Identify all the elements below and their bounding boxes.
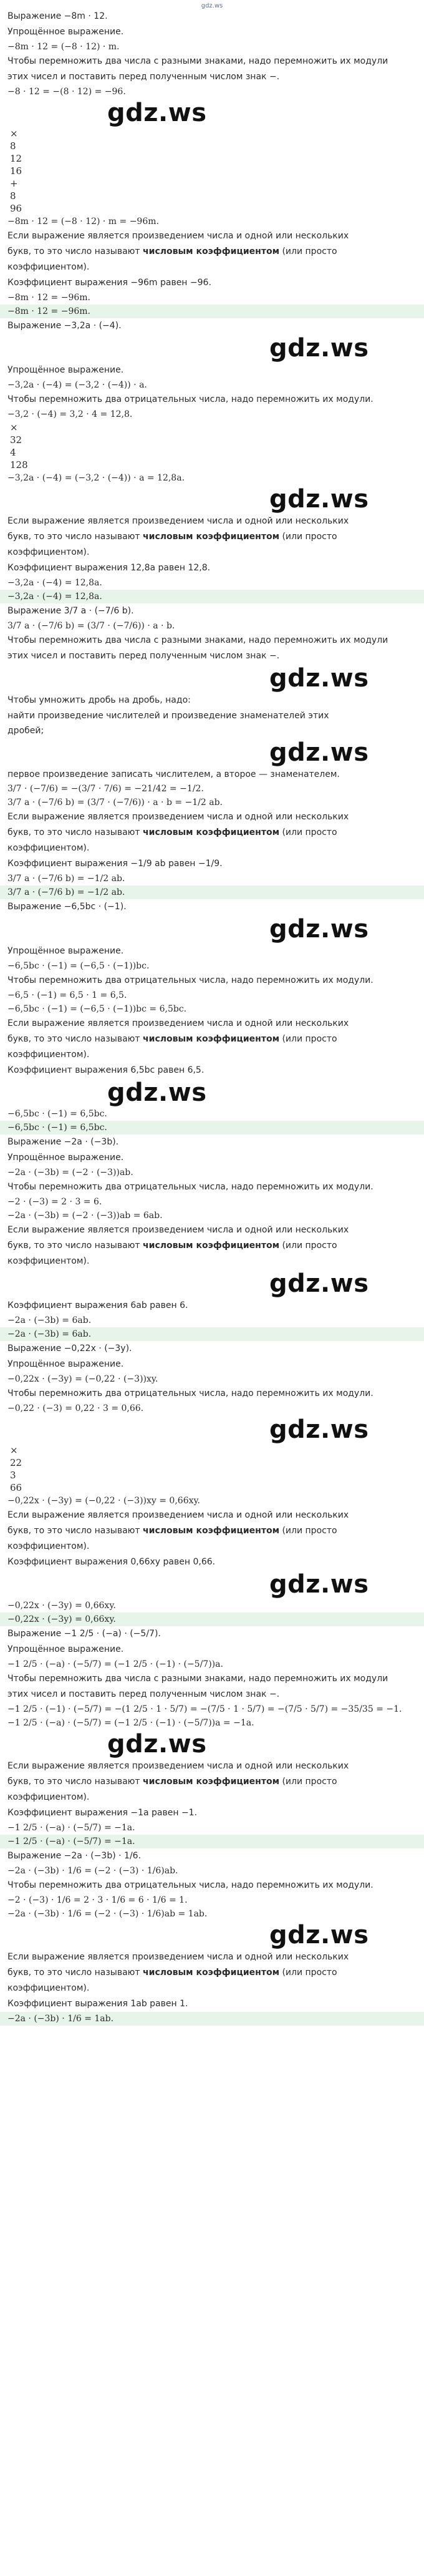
- calc-cell: 22: [10, 1457, 22, 1468]
- watermark-row: [7, 915, 417, 944]
- text-fragment: (или просто: [279, 532, 337, 542]
- calc-cell: 8: [10, 140, 16, 152]
- column-calculation: [7, 1444, 417, 1494]
- text-line: Коэффициент выражения −1a равен −1.: [7, 1808, 198, 1818]
- term-bold: числовым коэффициентом: [143, 1777, 280, 1787]
- text-line: коэффициентом).: [7, 1541, 90, 1551]
- text-line: Выражение −2a · (−3b).: [7, 1137, 119, 1147]
- watermark-row: [7, 1921, 417, 1949]
- calc-cell: 96: [10, 203, 22, 214]
- calc-row: [10, 421, 417, 434]
- text-fragment: (или просто: [279, 1526, 337, 1536]
- text-fragment: букв, то это число называют: [7, 1777, 143, 1787]
- calc-row: [10, 1456, 417, 1469]
- term-bold: числовым коэффициентом: [143, 1241, 280, 1251]
- text-line: коэффициентом).: [7, 262, 90, 272]
- text-line: Упрощённое выражение.: [7, 946, 124, 956]
- watermark-row: [7, 738, 417, 767]
- watermark-logo: gdz.ws: [269, 915, 369, 944]
- math-line: −3,2 · (−4) = 3,2 · 4 = 12,8.: [7, 409, 133, 419]
- calc-row: [10, 1481, 417, 1494]
- text-line: Коэффициент выражения 0,66xy равен 0,66.: [7, 1557, 216, 1567]
- text-line: Выражение −0,22x · (−3y).: [7, 1344, 132, 1354]
- calc-cell: 32: [10, 434, 22, 446]
- math-line: −3,2a · (−4) = (−3,2 · (−4)) · a = 12,8a.: [7, 473, 185, 483]
- column-calculation: [7, 127, 417, 215]
- math-line: −0,22x · (−3y) = 0,66xy.: [7, 1601, 116, 1611]
- site-name[interactable]: gdz.ws: [201, 2, 223, 9]
- text-line: Если выражение является произведением числа и одной или нескольких: [7, 1018, 349, 1028]
- list-item: [7, 708, 417, 738]
- math-line: 3/7 a · (−7/6 b) = (3/7 · (−7/6)) · a · b = −1/2 ab.: [7, 798, 223, 807]
- text-fragment: (или просто: [279, 246, 337, 256]
- text-line: Выражение −2a · (−3b) · 1/6.: [7, 1851, 142, 1861]
- text-fragment: букв, то это число называют: [7, 1034, 143, 1044]
- text-line: Упрощённое выражение.: [7, 1644, 124, 1654]
- answer-line: −3,2a · (−4) = 12,8a.: [0, 590, 424, 603]
- text-line: Коэффициент выражения −96m равен −96.: [7, 278, 211, 288]
- math-line: −6,5bc · (−1) = (−6,5 · (−1))bc.: [7, 961, 150, 971]
- math-line: −8m · 12 = (−8 · 12) · m.: [7, 42, 120, 52]
- text-line: Чтобы перемножить два отрицательных числа, надо перемножить их модули.: [7, 1880, 373, 1890]
- text-fragment: букв, то это число называют: [7, 246, 143, 256]
- math-line: −2 · (−3) = 2 · 3 = 6.: [7, 1197, 102, 1207]
- text-line: [7, 244, 417, 260]
- math-line: −2a · (−3b) = (−2 · (−3))ab.: [7, 1168, 133, 1178]
- calc-cell: 16: [10, 165, 22, 177]
- math-line: −6,5bc · (−1) = 6,5bc.: [7, 1109, 107, 1119]
- calc-row: [10, 152, 417, 165]
- text-line: этих чисел и поставить перед полученным числом знак −.: [7, 1689, 280, 1699]
- text-line: коэффициентом).: [7, 1256, 90, 1266]
- math-line: −2a · (−3b) · 1/6 = (−2 · (−3) · 1/6)ab.: [7, 1866, 178, 1876]
- watermark-logo: gdz.ws: [269, 1415, 369, 1444]
- text-fragment: букв, то это число называют: [7, 827, 143, 837]
- calc-cell: +: [10, 178, 18, 189]
- math-line: 3/7 · (−7/6) = −(3/7 · 7/6) = −21/42 = −1/2.: [7, 784, 204, 794]
- text-fragment: букв, то это число называют: [7, 1241, 143, 1251]
- answer-line: −6,5bc · (−1) = 6,5bc.: [0, 1121, 424, 1134]
- text-line: этих чисел и поставить перед полученным числом знак −.: [7, 651, 280, 661]
- answer-line: 3/7 a · (−7/6 b) = −1/2 ab.: [0, 886, 424, 899]
- watermark-row: [7, 99, 417, 127]
- watermark-row: [7, 334, 417, 363]
- math-line: −2a · (−3b) = (−2 · (−3))ab = 6ab.: [7, 1211, 163, 1221]
- math-line: −1 2/5 · (−a) · (−5/7) = (−1 2/5 · (−1) · (−5/7))a = −1a.: [7, 1718, 254, 1728]
- watermark-row: [7, 1078, 417, 1107]
- text-line: Выражение −6,5bc · (−1).: [7, 902, 127, 912]
- text-fragment: букв, то это число называют: [7, 1526, 143, 1536]
- text-line: Если выражение является произведением числа и одной или нескольких: [7, 1225, 349, 1235]
- calc-row: [10, 434, 417, 446]
- text-line: [7, 1774, 417, 1790]
- calc-row: [10, 1469, 417, 1481]
- text-line: Чтобы перемножить два отрицательных числа, надо перемножить их модули.: [7, 394, 373, 404]
- calc-cell: 3: [10, 1470, 16, 1481]
- text-line: коэффициентом).: [7, 547, 90, 557]
- text-fragment: (или просто: [279, 1968, 337, 1978]
- calc-row: [10, 446, 417, 459]
- text-fragment: (или просто: [279, 827, 337, 837]
- text-line: Если выражение является произведением числа и одной или нескольких: [7, 1510, 349, 1520]
- text-line: [7, 1032, 417, 1047]
- text-line: Чтобы перемножить два отрицательных числа, надо перемножить их модули.: [7, 1388, 373, 1398]
- text-line: Выражение −8m · 12.: [7, 11, 108, 21]
- answer-line: −8m · 12 = −96m.: [0, 305, 424, 318]
- calc-cell: 4: [10, 447, 16, 458]
- math-line: 3/7 a · (−7/6 b) = −1/2 ab.: [7, 874, 125, 884]
- calc-cell: ×: [10, 1445, 18, 1456]
- text-line: Выражение −3,2a · (−4).: [7, 321, 122, 331]
- watermark-logo: gdz.ws: [269, 738, 369, 767]
- math-line: −8m · 12 = (−8 · 12) · m = −96m.: [7, 217, 159, 227]
- text-line: Коэффициент выражения 1ab равен 1.: [7, 1999, 188, 2009]
- calc-row: [10, 140, 417, 152]
- watermark-row: [7, 664, 417, 693]
- answer-line: −2a · (−3b) = 6ab.: [0, 1327, 424, 1341]
- calc-cell: ×: [10, 422, 18, 433]
- calc-cell: 8: [10, 190, 16, 202]
- text-line: Если выражение является произведением числа и одной или нескольких: [7, 1761, 349, 1771]
- text-line: Если выражение является произведением числа и одной или нескольких: [7, 516, 349, 526]
- answer-line: −1 2/5 · (−a) · (−5/7) = −1a.: [0, 1835, 424, 1848]
- text-line: коэффициентом).: [7, 1983, 90, 1993]
- calc-row: [10, 1444, 417, 1456]
- text-line: Выражение 3/7 a · (−7/6 b).: [7, 606, 134, 616]
- math-line: −3,2a · (−4) = 12,8a.: [7, 578, 102, 588]
- text-line: коэффициентом).: [7, 843, 90, 853]
- math-line: −8 · 12 = −(8 · 12) = −96.: [7, 87, 126, 97]
- term-bold: числовым коэффициентом: [143, 1526, 280, 1536]
- text-line: Упрощённое выражение.: [7, 365, 124, 375]
- text-fragment: (или просто: [279, 1034, 337, 1044]
- watermark-row: [7, 485, 417, 514]
- math-line: −6,5 · (−1) = 6,5 · 1 = 6,5.: [7, 990, 127, 1000]
- term-bold: числовым коэффициентом: [143, 246, 280, 256]
- math-line: −8m · 12 = −96m.: [7, 293, 90, 303]
- watermark-logo: gdz.ws: [269, 1921, 369, 1949]
- text-line: Чтобы перемножить два отрицательных числа, надо перемножить их модули.: [7, 1182, 373, 1192]
- text-line: коэффициентом).: [7, 1792, 90, 1802]
- text-line: Чтобы умножить дробь на дробь, надо:: [7, 695, 191, 705]
- calc-cell: 12: [10, 153, 22, 164]
- text-line: Чтобы перемножить два числа с разными знаками, надо перемножить их модули: [7, 635, 388, 645]
- answer-line: −2a · (−3b) · 1/6 = 1ab.: [0, 2012, 424, 2026]
- calc-row: [10, 459, 417, 471]
- math-line: −1 2/5 · (−1) · (−5/7) = −(1 2/5 · 1 · 5/7) = −(7/5 · 1 · 5/7) = −(7/5 · 5/7) = −35/35 = −1.: [7, 1704, 402, 1714]
- text-line: Коэффициент выражения 12,8a равен 12,8.: [7, 563, 211, 573]
- term-bold: числовым коэффициентом: [143, 1968, 280, 1978]
- calc-row: [10, 177, 417, 190]
- math-line: −3,2a · (−4) = (−3,2 · (−4)) · a.: [7, 380, 147, 390]
- text-line: Если выражение является произведением числа и одной или нескольких: [7, 812, 349, 822]
- math-line: 3/7 a · (−7/6 b) = (3/7 · (−7/6)) · a · b.: [7, 621, 175, 631]
- calc-row: [10, 127, 417, 140]
- column-calculation: [7, 421, 417, 471]
- text-line: [7, 1523, 417, 1539]
- watermark-logo: gdz.ws: [269, 1570, 369, 1599]
- math-line: −2a · (−3b) = 6ab.: [7, 1315, 92, 1325]
- text-line: Чтобы перемножить два отрицательных числа, надо перемножить их модули.: [7, 975, 373, 985]
- text-line: Если выражение является произведением числа и одной или нескольких: [7, 1952, 349, 1962]
- calc-cell: ×: [10, 128, 18, 139]
- math-line: −0,22x · (−3y) = (−0,22 · (−3))xy = 0,66xy.: [7, 1496, 200, 1506]
- text-line: Выражение −1 2/5 · (−a) · (−5/7).: [7, 1629, 161, 1639]
- math-line: −2 · (−3) · 1/6 = 2 · 3 · 1/6 = 6 · 1/6 = 1.: [7, 1895, 188, 1905]
- calc-row: [10, 165, 417, 177]
- text-line: [7, 1965, 417, 1981]
- text-line: [7, 1238, 417, 1254]
- text-line: Чтобы перемножить два числа с разными знаками, надо перемножить их модули: [7, 56, 388, 66]
- text-line: [7, 825, 417, 841]
- text-line: этих чисел и поставить перед полученным числом знак −.: [7, 72, 280, 82]
- text-line: Если выражение является произведением числа и одной или нескольких: [7, 231, 349, 241]
- watermark-logo: gdz.ws: [107, 1730, 207, 1759]
- math-line: −2a · (−3b) · 1/6 = (−2 · (−3) · 1/6)ab = 1ab.: [7, 1909, 208, 1919]
- calc-row: [10, 202, 417, 215]
- math-line: −1 2/5 · (−a) · (−5/7) = −1a.: [7, 1823, 135, 1833]
- watermark-logo: gdz.ws: [269, 1269, 369, 1298]
- text-line: Чтобы перемножить два числа с разными знаками, надо перемножить их модули: [7, 1674, 388, 1684]
- watermark-logo: gdz.ws: [107, 1078, 207, 1107]
- list-item-text: найти произведение числителей и произведение знаменателей этих: [7, 711, 329, 721]
- text-line: Коэффициент выражения 6ab равен 6.: [7, 1300, 188, 1310]
- site-header: [0, 0, 424, 9]
- text-line: Коэффициент выражения 6,5bc равен 6,5.: [7, 1065, 205, 1075]
- term-bold: числовым коэффициентом: [143, 827, 280, 837]
- calc-row: [10, 190, 417, 202]
- watermark-row: [7, 1415, 417, 1444]
- math-line: −1 2/5 · (−a) · (−5/7) = (−1 2/5 · (−1) · (−5/7))a.: [7, 1659, 223, 1669]
- text-line: коэффициентом).: [7, 1050, 90, 1060]
- text-fragment: букв, то это число называют: [7, 532, 143, 542]
- text-line: [7, 529, 417, 545]
- calc-cell: 66: [10, 1482, 22, 1493]
- list-item: первое произведение записать числителем, а второе — знаменателем.: [7, 769, 340, 779]
- text-fragment: (или просто: [279, 1777, 337, 1787]
- term-bold: числовым коэффициентом: [143, 532, 280, 542]
- watermark-logo: gdz.ws: [107, 99, 207, 127]
- text-line: Упрощённое выражение.: [7, 1359, 124, 1369]
- text-line: Коэффициент выражения −1/9 ab равен −1/9.: [7, 859, 223, 869]
- watermark-row: [7, 1730, 417, 1759]
- list-item-text: дробей;: [7, 726, 44, 736]
- watermark-logo: gdz.ws: [269, 334, 369, 363]
- math-line: −0,22x · (−3y) = (−0,22 · (−3))xy.: [7, 1374, 158, 1384]
- text-fragment: (или просто: [279, 1241, 337, 1251]
- answer-line: −0,22x · (−3y) = 0,66xy.: [0, 1612, 424, 1626]
- term-bold: числовым коэффициентом: [143, 1034, 280, 1044]
- text-line: Упрощённое выражение.: [7, 1153, 124, 1163]
- watermark-row: [7, 1570, 417, 1599]
- text-line: Упрощённое выражение.: [7, 27, 124, 37]
- math-line: −6,5bc · (−1) = (−6,5 · (−1))bc = 6,5bc.: [7, 1004, 187, 1014]
- watermark-logo: gdz.ws: [269, 485, 369, 514]
- text-fragment: букв, то это число называют: [7, 1968, 143, 1978]
- solution-content: [0, 9, 424, 2026]
- math-line: −0,22 · (−3) = 0,22 · 3 = 0,66.: [7, 1403, 144, 1413]
- watermark-row: [7, 1269, 417, 1298]
- calc-cell: 128: [10, 459, 28, 471]
- watermark-logo: gdz.ws: [269, 664, 369, 693]
